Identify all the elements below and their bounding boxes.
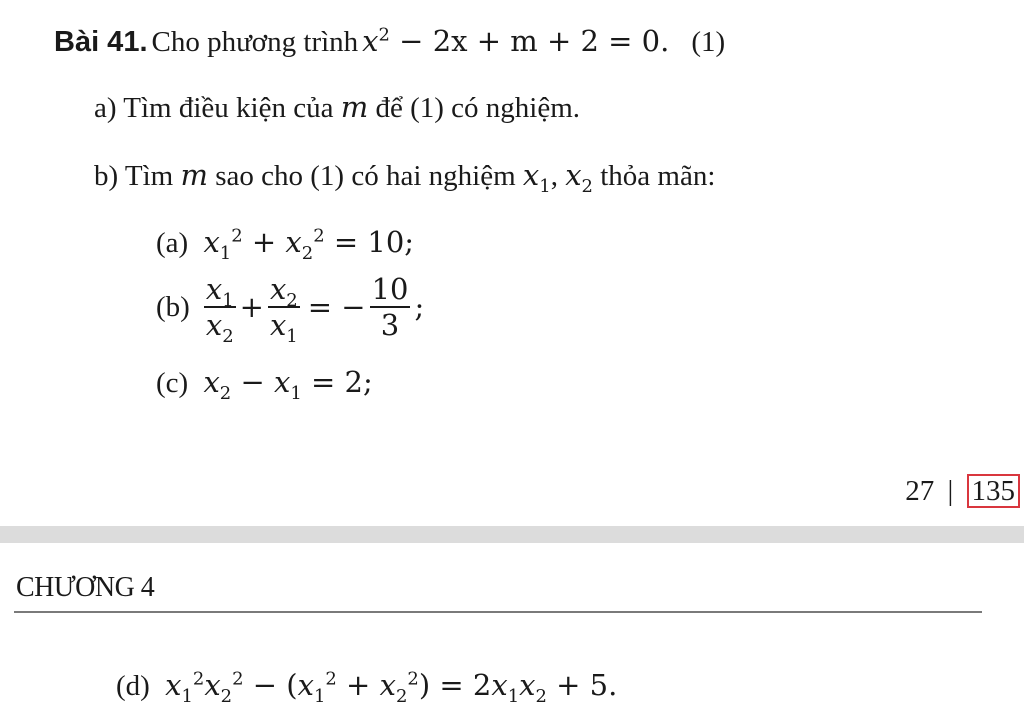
equation-ref: (1) bbox=[691, 26, 726, 58]
part-a bbox=[94, 90, 580, 125]
exercise-header bbox=[54, 24, 725, 59]
eq-exp: 2 bbox=[378, 24, 390, 46]
eq-var-x: x bbox=[362, 24, 379, 58]
sub-item-b bbox=[156, 272, 425, 348]
part-b-text-after: thỏa mãn: bbox=[600, 160, 716, 192]
sub-item-d-formula: $x_1^2x_2^2 - (x_1^2 + x_2^2) = 2x_1x_2 + 5$. bbox=[165, 668, 618, 707]
part-b-text-middle: sao cho (1) có hai nghiệm bbox=[215, 160, 516, 192]
sub-item-d-label: (d) bbox=[116, 670, 150, 702]
sub-item-b-eq: = − bbox=[307, 290, 366, 325]
sub-item-a bbox=[156, 225, 415, 264]
part-a-label: a) bbox=[94, 92, 117, 124]
part-a-var: m bbox=[340, 90, 369, 124]
chapter-divider bbox=[14, 611, 982, 613]
exercise-intro: Cho phương trình bbox=[151, 26, 359, 58]
fraction-ten-thirds: $\frac{10}{3}$ bbox=[371, 272, 409, 343]
part-a-text-before: Tìm điều kiện của bbox=[123, 92, 334, 124]
sub-item-c bbox=[156, 365, 373, 404]
part-b bbox=[94, 158, 716, 197]
total-pages-badge: 135 bbox=[967, 474, 1021, 508]
page-number: 27 bbox=[905, 475, 935, 507]
part-b-x1: $x_1$ bbox=[522, 158, 551, 197]
sub-item-a-label: (a) bbox=[156, 227, 189, 259]
part-a-text-after: để (1) có nghiệm. bbox=[375, 92, 580, 124]
part-b-label: b) bbox=[94, 160, 119, 192]
sub-item-b-label: (b) bbox=[156, 290, 190, 323]
page-footer bbox=[905, 474, 1020, 508]
exercise-number: Bài 41. bbox=[54, 26, 148, 58]
sub-item-b-semicolon: ; bbox=[414, 290, 425, 325]
part-b-var: m bbox=[180, 158, 208, 192]
exercise-equation bbox=[362, 26, 669, 58]
fraction-x1-over-x2: $\frac{x_1}{x_2}$ bbox=[205, 272, 234, 348]
sub-item-a-formula: $x_1^2 + x_2^2 = 10$; bbox=[203, 225, 415, 264]
part-b-x2: $x_2$ bbox=[565, 158, 593, 197]
page-break-band bbox=[0, 526, 1024, 543]
sub-item-b-plus: + bbox=[239, 290, 264, 325]
sub-item-c-formula: $x_2 - x_1 = 2$; bbox=[203, 365, 373, 404]
page-separator: | bbox=[947, 475, 954, 507]
sub-item-c-label: (c) bbox=[156, 367, 189, 399]
part-b-comma: , bbox=[550, 160, 558, 192]
part-b-text-before: Tìm bbox=[124, 160, 174, 192]
chapter-title: CHƯƠNG 4 bbox=[16, 572, 155, 603]
fraction-x2-over-x1: $\frac{x_2}{x_1}$ bbox=[269, 272, 298, 348]
eq-rest: − 2x + m + 2 = 0. bbox=[389, 24, 670, 58]
sub-item-d bbox=[116, 668, 618, 707]
